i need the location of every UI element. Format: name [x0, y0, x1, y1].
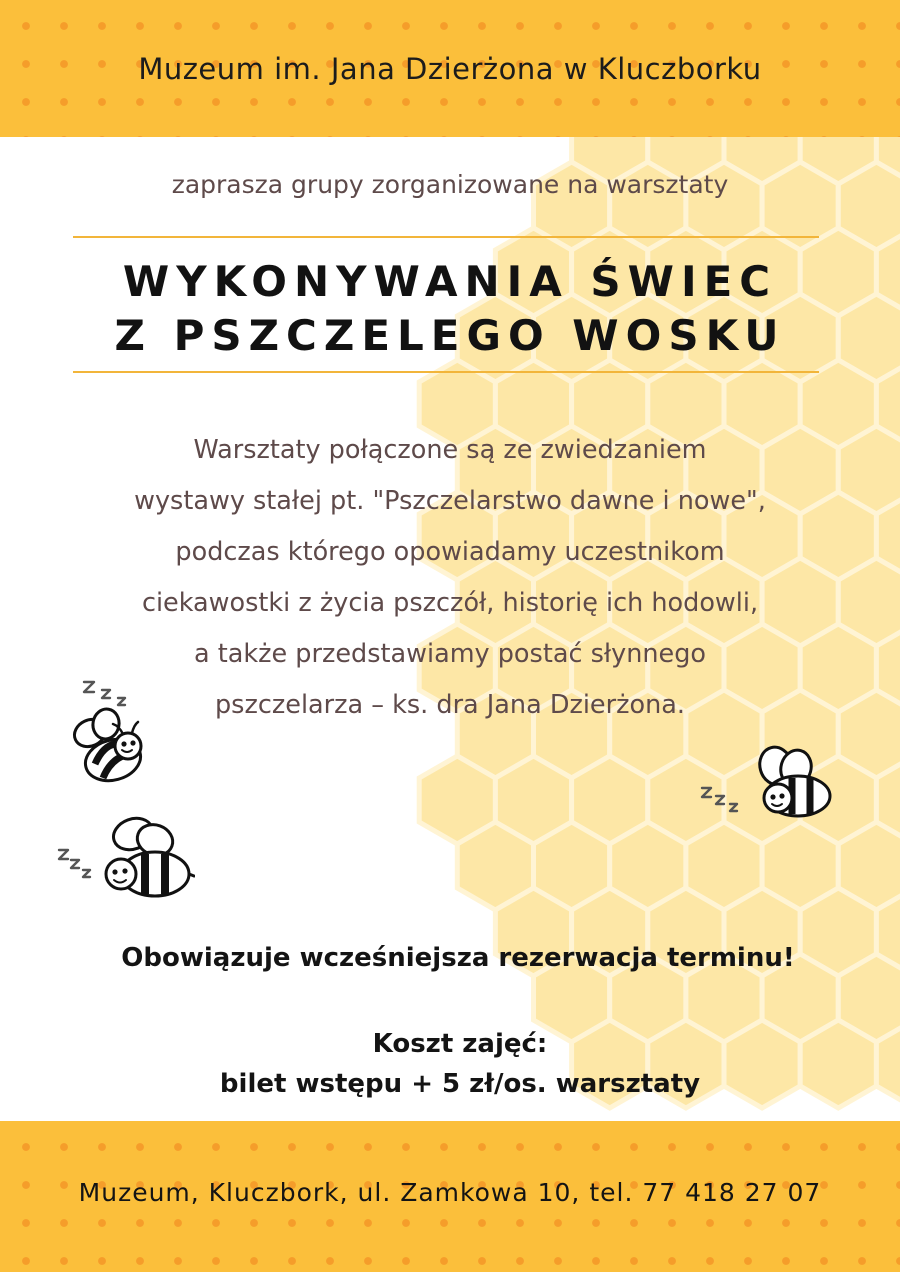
invite-line: zaprasza grupy zorganizowane na warsztaty: [171, 170, 729, 199]
description-line: podczas którego opowiadamy uczestnikom: [175, 537, 725, 567]
workshop-title-line-2: Z PSZCZELEGO WOSKU: [114, 311, 786, 360]
bee-icon: [700, 740, 840, 830]
sleep-zzz-icon: [84, 682, 125, 705]
description-line: wystawy stałej pt. "Pszczelarstwo dawne i nowe",: [134, 486, 766, 516]
title-top-rule: [73, 236, 819, 238]
sleep-zzz-icon: [702, 788, 737, 811]
sleep-zzz-icon: [59, 850, 90, 877]
title-bottom-rule: [73, 371, 819, 373]
description: [50, 425, 850, 731]
cost-label: Koszt zajęć:: [372, 1029, 548, 1059]
cost-info: [0, 1024, 900, 1104]
workshop-title-line-1: WYKONYWANIA ŚWIEC: [122, 257, 778, 306]
museum-name: Muzeum im. Jana Dzierżona w Kluczborku: [138, 52, 762, 86]
bee-icon: [55, 810, 195, 902]
description-line: a także przedstawiamy postać słynnego: [194, 639, 706, 669]
bee-icon: [58, 678, 153, 796]
description-line: pszczelarza – ks. dra Jana Dzierżona.: [215, 690, 685, 720]
reservation-note: Obowiązuje wcześniejsza rezerwacja terminu!: [121, 943, 795, 973]
footer-address: Muzeum, Kluczbork, ul. Zamkowa 10, tel. 77 418 27 07: [78, 1178, 822, 1207]
description-line: Warsztaty połączone są ze zwiedzaniem: [193, 435, 707, 465]
workshop-title: [0, 255, 900, 363]
description-line: ciekawostki z życia pszczół, historię ich hodowli,: [141, 588, 759, 618]
cost-value: bilet wstępu + 5 zł/os. warsztaty: [219, 1069, 701, 1099]
